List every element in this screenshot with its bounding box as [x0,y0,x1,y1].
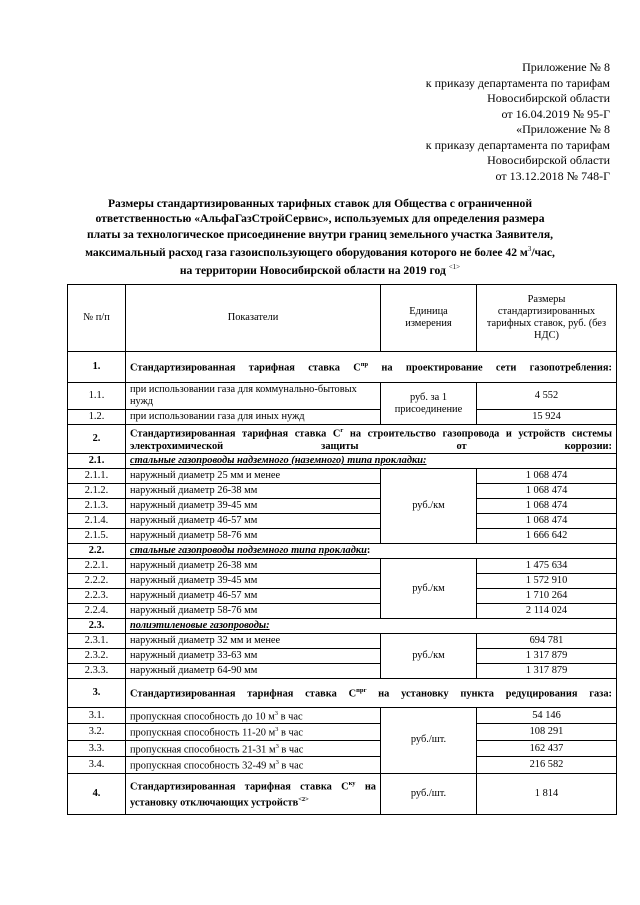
unit-cell: руб./км [381,634,477,679]
table-row: 2.1.3. наружный диаметр 39-45 мм 1 068 474 [68,499,617,514]
header-rate: Размеры стандартизированных тарифных ставок, руб. (без НДС) [477,285,617,352]
table-row: 3.3. пропускная способность 21-31 $м^3$ в час 162 437 [68,740,617,756]
title-line: ответственностью «АльфаГазСтройСервис», используемых для определения размера [95,212,545,226]
title-line: платы за технологическое присоединение внутри границ земельного участка Заявителя, [86,227,553,241]
header-line: «Приложение № 8 [516,122,610,136]
table-row: 3.4. пропускная способность 32-49 $м^3$ в час 216 582 [68,757,617,773]
header-num: № п/п [68,285,126,352]
table-row: 2.3.1. наружный диаметр 32 мм и менее руб./км 694 781 [68,634,617,649]
footnote-ref: <2> [298,795,309,803]
section-row: 1. Стандартизированная тарифная ставка $С^{пр}$ на проектирование сети газопотребления: [68,352,617,383]
unit-cell: руб. за 1 присоединение [381,383,477,425]
table-row: 2.2.1. наружный диаметр 26-38 мм руб./км 1 475 634 [68,559,617,574]
table-row: 3.2. пропускная способность 11-20 $м^3$ в час 108 291 [68,724,617,740]
header-line: Новосибирской области [487,91,610,105]
table-row: 2.1.2. наружный диаметр 26-38 мм 1 068 474 [68,484,617,499]
rates-table [67,284,617,815]
subsection-row: 2.3. полиэтиленовые газопроводы: [68,619,617,634]
unit-cell: руб./шт. [381,708,477,774]
header-line: к приказу департамента по тарифам [425,137,610,152]
title-line: на территории Новосибирской области на 2019 год $^{<1>}$ [179,263,461,278]
table-row: 1.1. при использовании газа для коммунально-бытовых нужд руб. за 1 присоединение 4 552 [68,383,617,410]
header-indicator: Показатели [126,285,381,352]
table-row: 2.2.4. наружный диаметр 58-76 мм 2 114 024 [68,604,617,619]
document-title [70,196,570,279]
header-line: Приложение № 8 [522,60,610,74]
subsection-row: 2.1. стальные газопроводы надземного (наземного) типа прокладки: [68,454,617,469]
footnote-ref: <1> [448,263,461,272]
subsection-row: 2.2. стальные газопроводы подземного типа прокладки: [68,544,617,559]
unit-cell: руб./км [381,559,477,619]
section-row: 4. Стандартизированная тарифная ставка $С^{ку}$ на установку отключающих устройств$^{<2>}$ руб./шт. 1 814 [68,773,617,814]
section-row: 2. Стандартизированная тарифная ставка $С^г$ на строительство газопровода и устройств системы электрохимической защиты от коррозии: [68,425,617,454]
header-line: от 16.04.2019 № 95-Г [501,106,610,121]
table-row: 1.2. при использовании газа для иных нужд 15 924 [68,410,617,425]
header-unit: Единица измерения [381,285,477,352]
header-line: Новосибирской области [487,153,610,167]
title-line: Размеры стандартизированных тарифных ставок для Общества с ограниченной [107,197,533,210]
table-row: 2.2.2. наружный диаметр 39-45 мм 1 572 910 [68,574,617,589]
table-row: 3.1. пропускная способность до 10 $м^3$ в час руб./шт. 54 146 [68,708,617,724]
table-row: 2.3.2. наружный диаметр 33-63 мм 1 317 879 [68,649,617,664]
table-row: 2.1.4. наружный диаметр 46-57 мм 1 068 474 [68,514,617,529]
unit-cell: руб./шт. [381,773,477,814]
table-header-row [68,285,617,352]
section-row: 3. Стандартизированная тарифная ставка $С^{прг}$ на установку пункта редуцирования газа: [68,679,617,708]
table-row: 2.1.1. наружный диаметр 25 мм и менее руб./км 1 068 474 [68,469,617,484]
table-row: 2.3.3. наружный диаметр 64-90 мм 1 317 879 [68,664,617,679]
table-row: 2.2.3. наружный диаметр 46-57 мм 1 710 264 [68,589,617,604]
unit-cell: руб./км [381,469,477,544]
header-line: к приказу департамента по тарифам [425,75,610,90]
header-line: от 13.12.2018 № 748-Г [495,168,610,183]
title-line: максимальный расход газа газоиспользующего оборудования которого не более 42 $м^3$/час, [85,245,555,260]
order-header [426,60,610,184]
table-row: 2.1.5. наружный диаметр 58-76 мм 1 666 642 [68,529,617,544]
